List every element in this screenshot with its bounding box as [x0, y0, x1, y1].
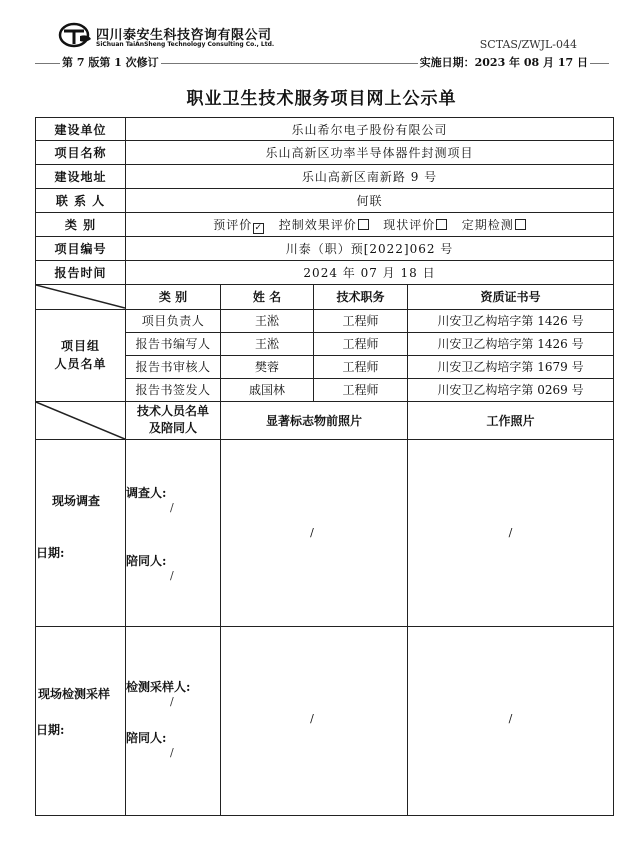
member-cert: 川安卫乙构培字第 1426 号: [408, 309, 614, 332]
member-title: 工程师: [314, 332, 408, 355]
member-title: 工程师: [314, 378, 408, 401]
company-name: 四川泰安生科技咨询有限公司: [96, 28, 272, 43]
header-landmark-photo: 显著标志物前照片: [221, 401, 408, 439]
label-project-number: 项目编号: [36, 237, 126, 261]
survey-companion-label: 陪同人:: [126, 553, 167, 568]
diagonal-header-cell: [36, 401, 126, 439]
member-role: 报告书签发人: [126, 378, 221, 401]
survey-label: 现场调查: [52, 493, 101, 508]
publicity-form-table: [35, 117, 614, 816]
sampling-landmark-placeholder: /: [310, 712, 314, 726]
survey-row: [36, 439, 614, 627]
member-name: 王淞: [221, 309, 314, 332]
checkbox-status-evaluation: [436, 219, 447, 230]
member-name: 樊蓉: [221, 355, 314, 378]
option-control-effect: 控制效果评价: [279, 218, 369, 232]
value-construction-unit: 乐山希尔电子股份有限公司: [126, 118, 614, 141]
company-logo-icon: [58, 22, 94, 48]
header-category: 类 别: [126, 285, 221, 309]
photo-header-row: [36, 401, 614, 439]
survey-staff-cell: [126, 439, 221, 627]
survey-companion-value: /: [170, 568, 174, 582]
value-report-time: 2024 年 07 月 18 日: [126, 261, 614, 285]
document-code: SCTAS/ZWJL-044: [479, 38, 577, 51]
row-project-name: [36, 141, 614, 165]
sampling-date-label: 日期:: [36, 723, 65, 738]
table-row: [36, 309, 614, 332]
option-status-evaluation: 现状评价: [383, 218, 447, 232]
member-title: 工程师: [314, 355, 408, 378]
value-project-name: 乐山高新区功率半导体器件封测项目: [126, 141, 614, 165]
survey-landmark-placeholder: /: [310, 526, 314, 540]
investigator-value: /: [170, 500, 174, 514]
value-address: 乐山高新区南新路 9 号: [126, 165, 614, 189]
header-name: 姓 名: [221, 285, 314, 309]
diagonal-line: [36, 402, 125, 439]
row-category: [36, 213, 614, 237]
option-periodic-testing: 定期检测: [462, 218, 526, 232]
personnel-header-row: [36, 285, 614, 309]
sampling-staff-cell: [126, 627, 221, 816]
company-name-en: SiChuan TaiAnSheng Technology Consulting Co., Ltd.: [96, 41, 275, 48]
header-staff-companion: 技术人员名单 及陪同人: [126, 401, 221, 439]
sampling-companion-label: 陪同人:: [126, 731, 167, 746]
header-title: 技术职务: [314, 285, 408, 309]
member-role: 项目负责人: [126, 309, 221, 332]
investigator-label: 调查人:: [126, 485, 167, 500]
member-cert: 川安卫乙构培字第 1426 号: [408, 332, 614, 355]
sampling-row: [36, 627, 614, 816]
version-label: 第 7 版第 1 次修订: [62, 56, 159, 69]
checkbox-control-effect: [358, 219, 369, 230]
survey-landmark-photo: [221, 439, 408, 627]
implementation-date: 实施日期：2023 年 08 月 17 日: [419, 56, 588, 69]
value-project-number: 川泰（职）预[2022]062 号: [126, 237, 614, 261]
member-role: 报告书编写人: [126, 332, 221, 355]
sampling-label: 现场检测采样: [38, 687, 111, 702]
survey-work-photo: [408, 439, 614, 627]
member-role: 报告书审核人: [126, 355, 221, 378]
label-address: 建设地址: [36, 165, 126, 189]
member-name: 戚国林: [221, 378, 314, 401]
survey-date-label: 日期:: [36, 545, 65, 560]
label-construction-unit: 建设单位: [36, 118, 126, 141]
label-category: 类 别: [36, 213, 126, 237]
sampler-value: /: [170, 695, 174, 709]
row-address: [36, 165, 614, 189]
page-title: 职业卫生技术服务项目网上公示单: [186, 89, 457, 109]
label-project-name: 项目名称: [36, 141, 126, 165]
label-contact: 联 系 人: [36, 189, 126, 213]
option-pre-evaluation: 预评价 ✓: [213, 217, 264, 233]
row-project-number: [36, 237, 614, 261]
document-header: [0, 0, 643, 80]
sampler-label: 检测采样人:: [126, 680, 191, 695]
member-cert: 川安卫乙构培字第 0269 号: [408, 378, 614, 401]
header-cert: 资质证书号: [408, 285, 614, 309]
checkbox-pre-evaluation: ✓: [254, 222, 264, 233]
label-project-team: 项目组 人员名单: [36, 309, 126, 401]
sampling-landmark-photo: [221, 627, 408, 816]
value-contact: 何联: [126, 189, 614, 213]
checkbox-periodic-testing: [515, 219, 526, 230]
category-options: [126, 213, 614, 237]
member-cert: 川安卫乙构培字第 1679 号: [408, 355, 614, 378]
sampling-work-placeholder: /: [508, 712, 513, 726]
row-construction-unit: [36, 118, 614, 141]
row-report-time: [36, 261, 614, 285]
label-report-time: 报告时间: [36, 261, 126, 285]
survey-label-cell: [36, 439, 126, 627]
member-title: 工程师: [314, 309, 408, 332]
sampling-label-cell: [36, 627, 126, 816]
diagonal-header-cell: [36, 285, 126, 309]
sampling-work-photo: [408, 627, 614, 816]
header-work-photo: 工作照片: [408, 401, 614, 439]
sampling-companion-value: /: [170, 746, 174, 760]
row-contact: [36, 189, 614, 213]
member-name: 王淞: [221, 332, 314, 355]
survey-work-placeholder: /: [508, 526, 513, 540]
diagonal-line: [36, 285, 125, 308]
